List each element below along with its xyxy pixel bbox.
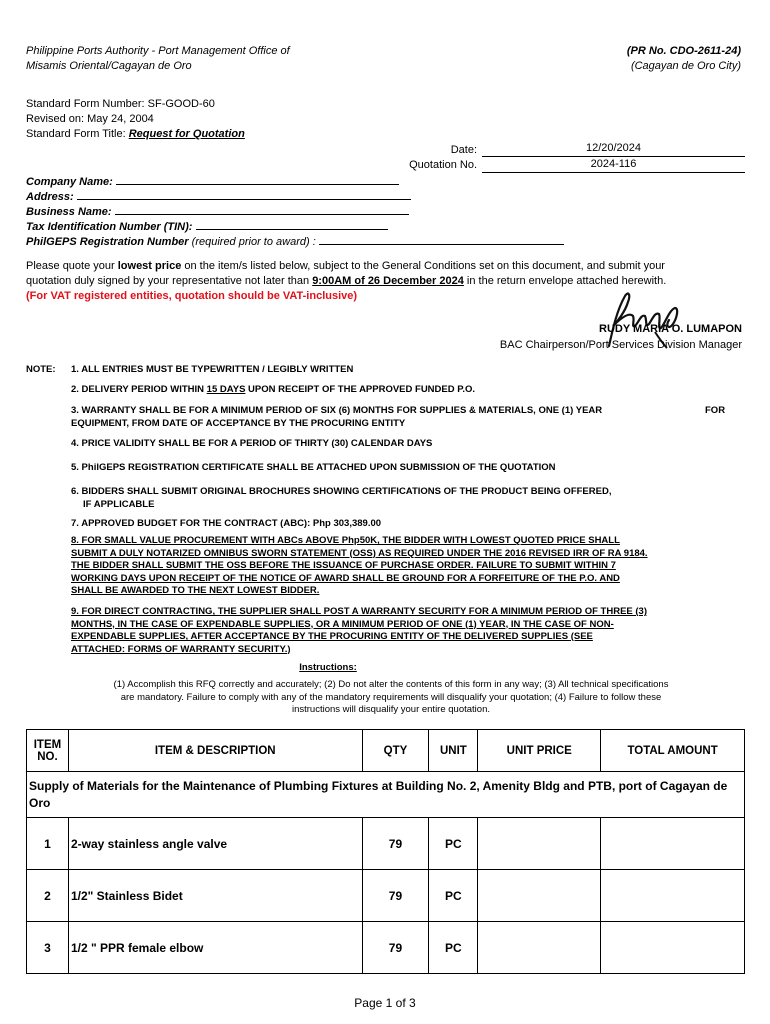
row-qty: 79 — [362, 870, 429, 922]
note-3: 3. WARRANTY SHALL BE FOR A MINIMUM PERIOD OF SIX (6) MONTHS FOR SUPPLIES & MATERIALS, ONE (1) YEAR FOR EQUIPMENT, FROM DATE OF ACCEPTANCE BY THE PROCURING ENTITY — [71, 405, 726, 429]
note-8: 8. FOR SMALL VALUE PROCUREMENT WITH ABCs ABOVE Php50K, THE BIDDER WITH LOWEST QUOTED PRICE SHALL SUBMIT A DULY NOTARIZED OMNIBUS SWORN STATEMENT (OSS) AS REQUIRED UNDER THE 2016 REVISED IRR OF RA 9184. THE BIDDER SHALL SUBMIT THE OSS BEFORE THE ISSUANCE OF PURCHASE ORDER. FAILURE TO SUBMIT WITHIN 7 WORKING DAYS UPON RECEIPT OF THE NOTICE OF AWARD SHALL BE GROUND FOR A FORFEITURE OF THE P.O. AND SHALL BE AWARDED TO THE NEXT LOWEST BIDDER. — [71, 535, 648, 596]
page-number: Page 1 of 3 — [354, 996, 416, 1010]
company-name-label: Company Name: — [26, 176, 113, 188]
row-no: 3 — [27, 922, 69, 974]
date-label: Date: — [450, 144, 477, 156]
agency-name — [26, 44, 290, 74]
row-qty: 79 — [362, 818, 429, 870]
items-table — [26, 729, 745, 974]
deadline-time: 9:00AM — [312, 275, 352, 287]
intro-paragraph: Please quote your lowest price on the item/s listed below, subject to the General Conditions set on this document, and submit your quotation duly signed by your representative not later than 9:00AM of 26 December 2024 in the return envelope attached herewith. (For VAT registered entities, quotation should be VAT-inclusive) — [26, 259, 746, 304]
instructions-text: (1) Accomplish this RFQ correctly and accurately; (2) Do not alter the contents of this form in any way; (3) All technical specifications are mandatory. Failure to comply with any of the mandatory requirements will disqualify your quotation; (4) Failure to follow these instructions will disqualify your entire quotation. — [113, 679, 669, 715]
row-description: 1/2" Stainless Bidet — [68, 870, 362, 922]
table-row — [27, 922, 745, 974]
note-6: 6. BIDDERS SHALL SUBMIT ORIGINAL BROCHURES SHOWING CERTIFICATIONS OF THE PRODUCT BEING OFFERED, IF APPLICABLE — [71, 486, 612, 510]
form-title-value: Request for Quotation — [128, 128, 245, 140]
tin-label: Tax Identification Number (TIN): — [26, 221, 193, 233]
agency-line-1: Philippine Ports Authority - Port Management Office of — [26, 45, 290, 57]
table-row — [27, 870, 745, 922]
business-name-field[interactable] — [115, 203, 409, 215]
note-4: 4. PRICE VALIDITY SHALL BE FOR A PERIOD OF THIRTY (30) CALENDAR DAYS — [71, 438, 433, 449]
pr-block — [627, 44, 741, 74]
row-no: 1 — [27, 818, 69, 870]
instructions-title: Instructions: — [299, 662, 357, 673]
table-row — [27, 818, 745, 870]
row-unit-price-field[interactable] — [478, 818, 601, 870]
header-unit: UNIT — [429, 730, 478, 772]
row-description: 1/2 " PPR female elbow — [68, 922, 362, 974]
philgeps-note: (required prior to award) : — [191, 236, 316, 248]
address-label: Address: — [26, 191, 74, 203]
quotation-label: Quotation No. — [409, 159, 477, 171]
header-qty: QTY — [362, 730, 429, 772]
note-9: 9. FOR DIRECT CONTRACTING, THE SUPPLIER SHALL POST A WARRANTY SECURITY FOR A MINIMUM PERIOD OF THREE (3) MONTHS, IN THE CASE OF EXPENDABLE SUPPLIES, OR A MINIMUM PERIOD OF ONE (1) YEAR, IN THE CASE OF NON- EXPENDABLE SUPPLIES, AFTER ACCEPTANCE BY THE PROCURING ENTITY OF THE DELIVERED SUPPLIES (SEE ATTACHED: FORMS OF WARRANTY SECURITY.) — [71, 606, 648, 655]
form-number: Standard Form Number: SF-GOOD-60 — [26, 98, 215, 110]
agency-line-2: Misamis Oriental/Cagayan de Oro — [26, 60, 192, 72]
signatory-position: BAC Chairperson/Port Services Division Manager — [499, 339, 742, 351]
company-block — [26, 173, 626, 248]
pr-city: (Cagayan de Oro City) — [630, 60, 741, 72]
quotation-field[interactable]: 2024-116 — [482, 157, 745, 173]
header-description: ITEM & DESCRIPTION — [68, 730, 362, 772]
note-label: NOTE: — [26, 364, 56, 375]
form-title: Standard Form Title: Request for Quotation — [26, 128, 245, 140]
row-total-field[interactable] — [601, 818, 745, 870]
header-item-no: ITEM NO. — [27, 730, 69, 772]
philgeps-label: PhilGEPS Registration Number — [26, 236, 189, 248]
row-unit-price-field[interactable] — [478, 922, 601, 974]
row-unit-price-field[interactable] — [478, 870, 601, 922]
vat-notice: (For VAT registered entities, quotation should be VAT-inclusive) — [26, 290, 358, 302]
date-field[interactable]: 12/20/2024 — [482, 141, 745, 157]
header-unit-price: UNIT PRICE — [478, 730, 601, 772]
note-1: 1. ALL ENTRIES MUST BE TYPEWRITTEN / LEGIBLY WRITTEN — [71, 364, 354, 375]
company-name-field[interactable] — [116, 173, 399, 185]
philgeps-field[interactable] — [319, 233, 564, 245]
signatory-name: RUDY MARIA O. LUMAPON — [599, 323, 742, 335]
row-total-field[interactable] — [601, 922, 745, 974]
group-title-row — [27, 772, 745, 818]
pr-number: (PR No. CDO-2611-24) — [626, 45, 741, 57]
row-no: 2 — [27, 870, 69, 922]
form-info — [26, 97, 245, 142]
row-total-field[interactable] — [601, 870, 745, 922]
row-unit: PC — [429, 870, 478, 922]
header-total: TOTAL AMOUNT — [601, 730, 745, 772]
business-name-label: Business Name: — [26, 206, 112, 218]
note-7: 7. APPROVED BUDGET FOR THE CONTRACT (ABC): Php 303,389.00 — [71, 518, 382, 529]
group-title: Supply of Materials for the Maintenance of Plumbing Fixtures at Building No. 2, Amenity Bldg and PTB, port of Cagayan de Oro — [27, 772, 745, 818]
table-header-row — [27, 730, 745, 772]
address-field[interactable] — [77, 188, 411, 200]
tin-field[interactable] — [196, 218, 388, 230]
row-description: 2-way stainless angle valve — [68, 818, 362, 870]
row-unit: PC — [429, 922, 478, 974]
row-qty: 79 — [362, 922, 429, 974]
note-5: 5. PhilGEPS REGISTRATION CERTIFICATE SHALL BE ATTACHED UPON SUBMISSION OF THE QUOTATION — [71, 462, 556, 473]
note-2: 2. DELIVERY PERIOD WITHIN 15 DAYS UPON RECEIPT OF THE APPROVED FUNDED P.O. — [71, 384, 476, 395]
row-unit: PC — [429, 818, 478, 870]
form-revised: Revised on: May 24, 2004 — [26, 113, 154, 125]
